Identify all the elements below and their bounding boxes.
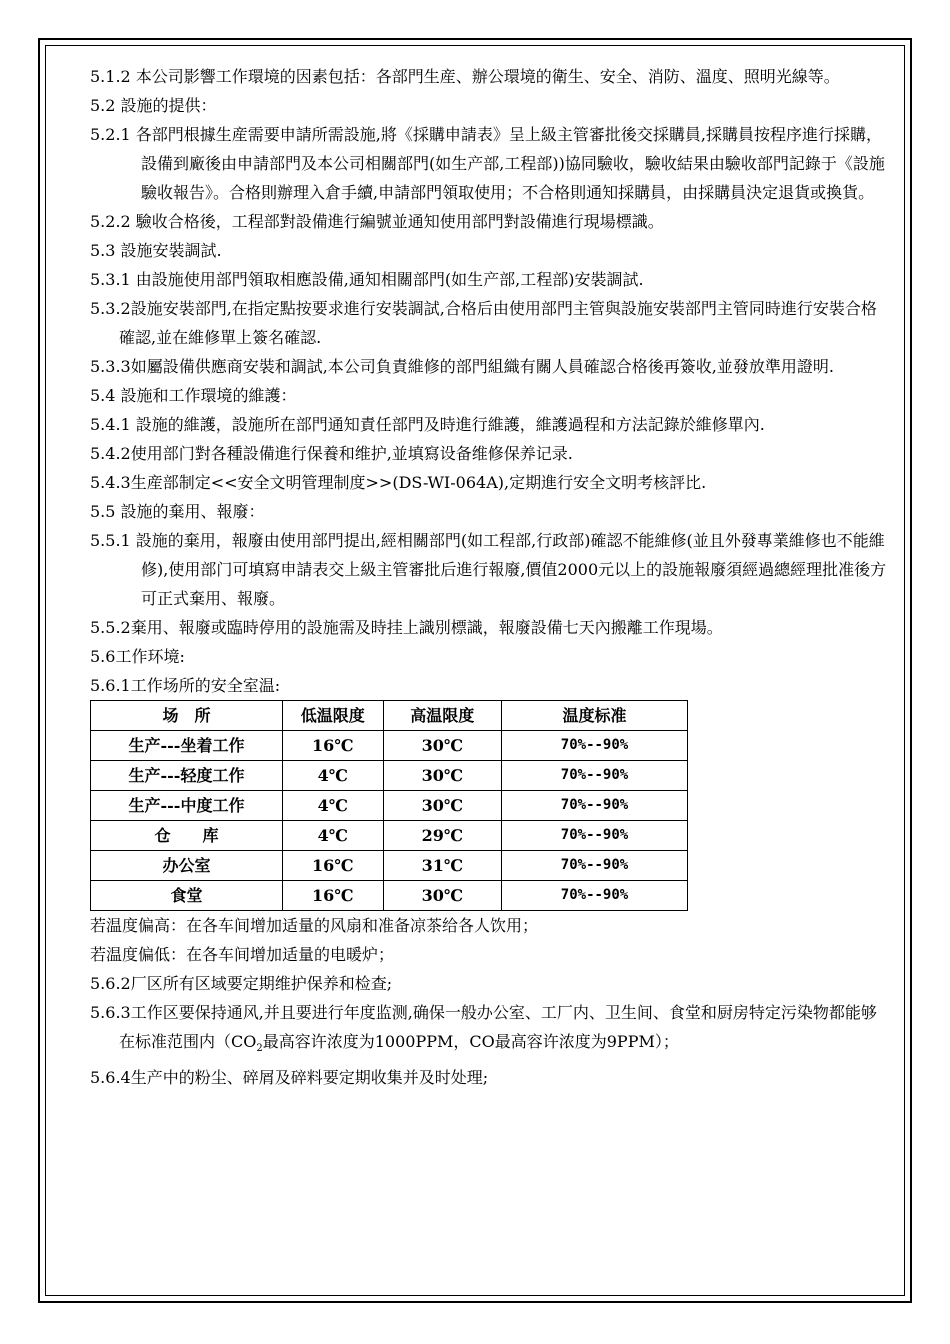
paragraph-low: 若温度偏低：在各车间增加适量的电暖炉；: [90, 945, 395, 964]
cell-low: 4℃: [282, 821, 383, 851]
table-row: [91, 881, 688, 911]
p563-after: 最高容许浓度为1000PPM，CO最高容许浓度为9PPM）；: [262, 1032, 679, 1051]
paragraph-5-2: 5.2 設施的提供：: [90, 96, 217, 115]
paragraph-5-4-1: 5.4.1 設施的維護，設施所在部門通知責任部門及時進行維護，維護過程和方法記錄於維修單內.: [90, 415, 765, 434]
paragraph-5-2-2: 5.2.2 驗收合格後，工程部對設備進行編號並通知使用部門對設備進行現場標識。: [90, 212, 664, 231]
header-high-temp: 高温限度: [383, 701, 501, 731]
paragraph-5-3-3: 5.3.3如屬設備供應商安裝和調試,本公司負責維修的部門組織有關人員確認合格後再簽收,並發放準用證明.: [90, 357, 834, 376]
paragraph-5-1-2: 5.1.2 本公司影響工作環境的因素包括：各部門生産、辦公環境的衛生、安全、消防、溫度、照明光線等。: [90, 67, 840, 86]
paragraph-5-5-1: 5.5.1 設施的棄用，報廢由使用部門提出,經相關部門(如工程部,行政部)確認不能維修(並且外發專業維修也不能維修),使用部门可填寫申請表交上級主管審批后進行報廢,價值2000元以上的設施報廢須經過總經理批准後方可正式棄用、報廢。: [90, 531, 887, 608]
cell-low: 16℃: [282, 851, 383, 881]
paragraph-5-6-2: 5.6.2厂区所有区域要定期维护保养和检查;: [90, 974, 393, 993]
cell-standard: 70%--90%: [502, 791, 688, 821]
cell-place: 生产---轻度工作: [91, 761, 283, 791]
p563-sub: 2: [256, 1043, 263, 1055]
table-row: [91, 731, 688, 761]
cell-place: 生产---坐着工作: [91, 731, 283, 761]
header-place: 场 所: [91, 701, 283, 731]
cell-place: 办公室: [91, 851, 283, 881]
cell-standard: 70%--90%: [502, 851, 688, 881]
paragraph-high: 若温度偏高：在各车间增加适量的风扇和准备凉茶给各人饮用；: [90, 916, 539, 935]
paragraph-5-4-3: 5.4.3生産部制定<<安全文明管理制度>>(DS-WI-064A),定期進行安全文明考核評比.: [90, 473, 707, 492]
cell-standard: 70%--90%: [502, 821, 688, 851]
temperature-table: [90, 700, 688, 911]
cell-high: 30℃: [383, 731, 501, 761]
header-low-temp: 低温限度: [282, 701, 383, 731]
paragraphs-bottom: [90, 911, 890, 998]
cell-place: 仓 库: [91, 821, 283, 851]
table-row: [91, 821, 688, 851]
cell-low: 4℃: [282, 761, 383, 791]
cell-standard: 70%--90%: [502, 731, 688, 761]
table-row: [91, 791, 688, 821]
paragraph-5-6-4: 5.6.4生产中的粉尘、碎屑及碎料要定期收集并及时处理;: [90, 1068, 489, 1088]
paragraph-5-3-2: 5.3.2設施安裝部門,在指定點按要求進行安裝調試,合格后由使用部門主管與設施安裝部門主管同時進行安裝合格確認,並在維修單上簽名確認.: [90, 299, 877, 347]
cell-high: 29℃: [383, 821, 501, 851]
cell-high: 31℃: [383, 851, 501, 881]
paragraph-5-6-1: 5.6.1工作场所的安全室温:: [90, 676, 281, 695]
cell-standard: 70%--90%: [502, 881, 688, 911]
paragraphs-top: [90, 62, 890, 700]
paragraph-5-6-3: [90, 998, 890, 1063]
cell-high: 30℃: [383, 761, 501, 791]
paragraph-5-5: 5.5 設施的棄用、報廢：: [90, 502, 265, 521]
cell-place: 食堂: [91, 881, 283, 911]
paragraph-5-4: 5.4 設施和工作環境的維護：: [90, 386, 297, 405]
table-row: [91, 761, 688, 791]
cell-high: 30℃: [383, 791, 501, 821]
cell-low: 4℃: [282, 791, 383, 821]
paragraph-5-3-1: 5.3.1 由設施使用部門領取相應設備,通知相關部門(如生产部,工程部)安裝調試.: [90, 270, 644, 289]
cell-standard: 70%--90%: [502, 761, 688, 791]
paragraph-5-5-2: 5.5.2棄用、報廢或臨時停用的設施需及時挂上識別標識，報廢設備七天內搬離工作現場。: [90, 618, 723, 637]
header-standard: 温度标准: [502, 701, 688, 731]
cell-high: 30℃: [383, 881, 501, 911]
p563-before: 5.6.3工作区要保持通风,并且要进行年度监测,确保一般办公室、工厂内、卫生间、食堂和厨房特定污染物都能够在标准范围内（CO: [90, 1003, 877, 1051]
paragraph-5-2-1: 5.2.1 各部門根據生産需要申請所需設施,將《採購申請表》呈上級主管審批後交採購員,採購員按程序進行採購，設備到廠後由申請部門及本公司相關部門(如生产部,工程部))協同驗收，驗收結果由驗收部門記錄于《設施驗收報告》。合格則辦理入倉手續,申請部門領取使用；不合格則通知採購員，由採購員決定退貨或換貨。: [90, 125, 885, 202]
document-body: [90, 62, 890, 1092]
paragraph-5-3: 5.3 設施安裝調試.: [90, 241, 222, 260]
paragraph-5-4-2: 5.4.2使用部门對各種設備進行保養和维护,並填寫设备维修保养记录.: [90, 444, 573, 463]
cell-low: 16℃: [282, 881, 383, 911]
table-row: [91, 851, 688, 881]
paragraph-5-6: 5.6工作环境:: [90, 647, 185, 666]
cell-place: 生产---中度工作: [91, 791, 283, 821]
table-header-row: [91, 701, 688, 731]
cell-low: 16℃: [282, 731, 383, 761]
